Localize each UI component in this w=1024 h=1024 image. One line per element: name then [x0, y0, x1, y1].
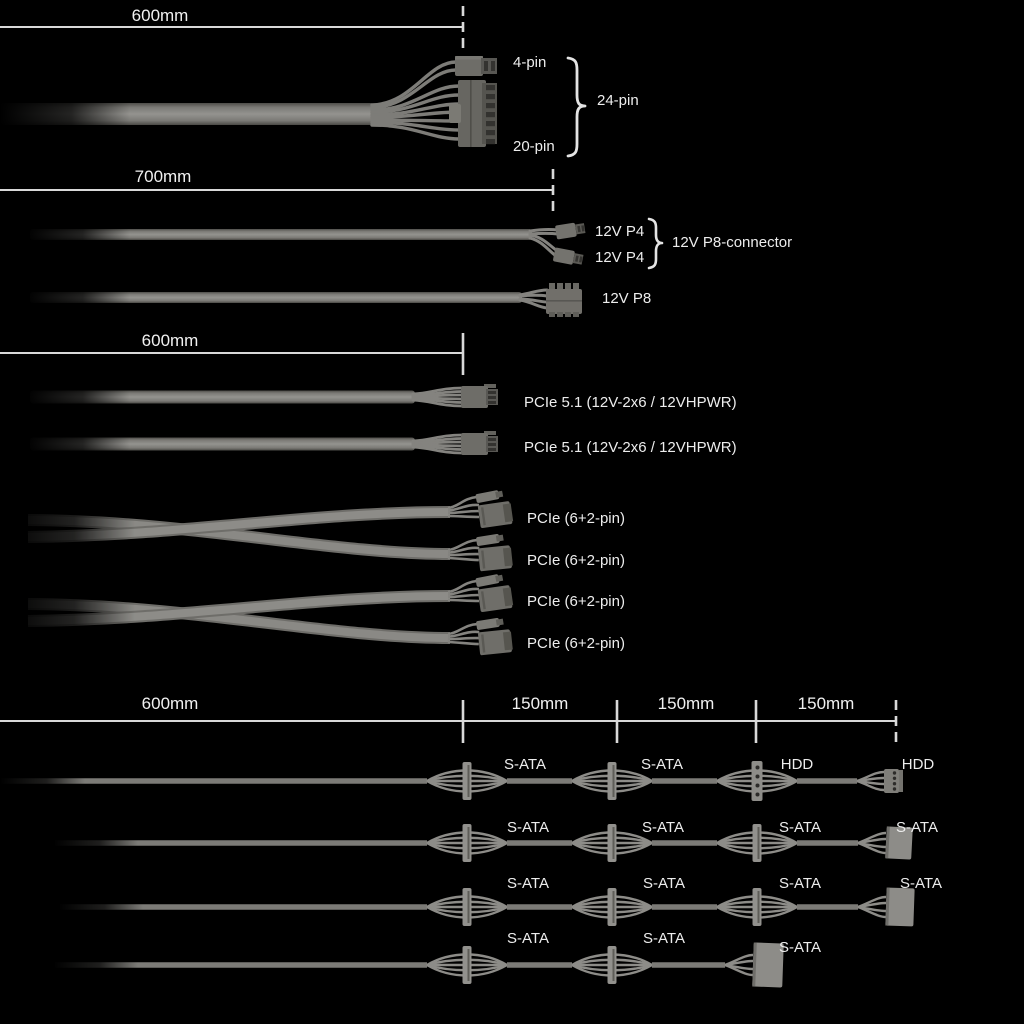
cpu-p4-cable [25, 221, 586, 266]
ruler-pcie [0, 333, 463, 375]
brace-12vp8 [649, 219, 662, 268]
ruler-label-sata-150-2: 150mm [657, 694, 715, 713]
12v2x6-connector-1 [461, 384, 498, 408]
connector-label-4pin: 4-pin [513, 54, 547, 71]
sata-label-r2-1: S-ATA [507, 819, 549, 836]
connector-label-12vp8-group: 12V P8-connector [672, 234, 793, 251]
pcie5-cable-2 [25, 431, 498, 455]
connector-label-pcie5-1: PCIe 5.1 (12V-2x6 / 12VHPWR) [524, 394, 737, 411]
ruler-label-cpu: 700mm [134, 167, 192, 186]
ruler-label-sata-150-3: 150mm [797, 694, 855, 713]
atx-20pin-connector [449, 80, 497, 147]
sata-label-r3-4: S-ATA [900, 875, 942, 892]
sata-row-4 [53, 942, 784, 987]
ruler-sata [0, 700, 896, 744]
12v2x6-connector-2 [461, 431, 498, 455]
sata-label-r1-3: HDD [780, 756, 814, 773]
ruler-label-sata-600: 600mm [141, 694, 199, 713]
connector-label-24pin: 24-pin [597, 92, 639, 109]
ruler-cpu [0, 169, 553, 213]
ruler-label-pcie: 600mm [141, 331, 199, 350]
pcie5-cable-1 [25, 384, 498, 408]
sata-label-r4-3: S-ATA [779, 939, 821, 956]
p8-connector [546, 283, 582, 317]
sata-label-r4-1: S-ATA [507, 930, 549, 947]
connector-label-pcie62-2: PCIe (6+2-pin) [527, 552, 625, 569]
ruler-label-sata-150-1: 150mm [511, 694, 569, 713]
sata-label-r2-2: S-ATA [642, 819, 684, 836]
brace-24pin [568, 58, 585, 156]
sata-label-r1-2: S-ATA [641, 756, 683, 773]
sata-row-3 [58, 888, 915, 927]
sata-label-r3-3: S-ATA [779, 875, 821, 892]
connector-label-pcie62-4: PCIe (6+2-pin) [527, 635, 625, 652]
atx-cable [0, 56, 497, 147]
sata-label-r3-1: S-ATA [507, 875, 549, 892]
sata-label-r2-3: S-ATA [779, 819, 821, 836]
sata-label-r1-4: HDD [901, 756, 935, 773]
ruler-label-atx: 600mm [131, 6, 189, 25]
connector-label-12vp8: 12V P8 [602, 290, 652, 307]
p4-connector-bottom [553, 247, 584, 266]
connector-label-20pin: 20-pin [513, 138, 555, 155]
connector-label-12vp4-1: 12V P4 [595, 223, 645, 240]
sata-row-1 [0, 761, 903, 801]
ruler-atx [0, 6, 463, 50]
atx-4pin-connector [455, 56, 497, 76]
cpu-p8-cable [25, 283, 582, 317]
pcie62-pair-2 [0, 573, 514, 656]
sata-label-r3-2: S-ATA [643, 875, 685, 892]
connector-label-pcie62-3: PCIe (6+2-pin) [527, 593, 625, 610]
sata-label-r1-1: S-ATA [504, 756, 546, 773]
pcie62-pair-1 [0, 489, 514, 572]
connector-label-pcie62-1: PCIe (6+2-pin) [527, 510, 625, 527]
p4-connector-top [555, 221, 586, 239]
connector-label-12vp4-2: 12V P4 [595, 249, 645, 266]
connector-label-pcie5-2: PCIe 5.1 (12V-2x6 / 12VHPWR) [524, 439, 737, 456]
sata-label-r4-2: S-ATA [643, 930, 685, 947]
sata-label-r2-4: S-ATA [896, 819, 938, 836]
